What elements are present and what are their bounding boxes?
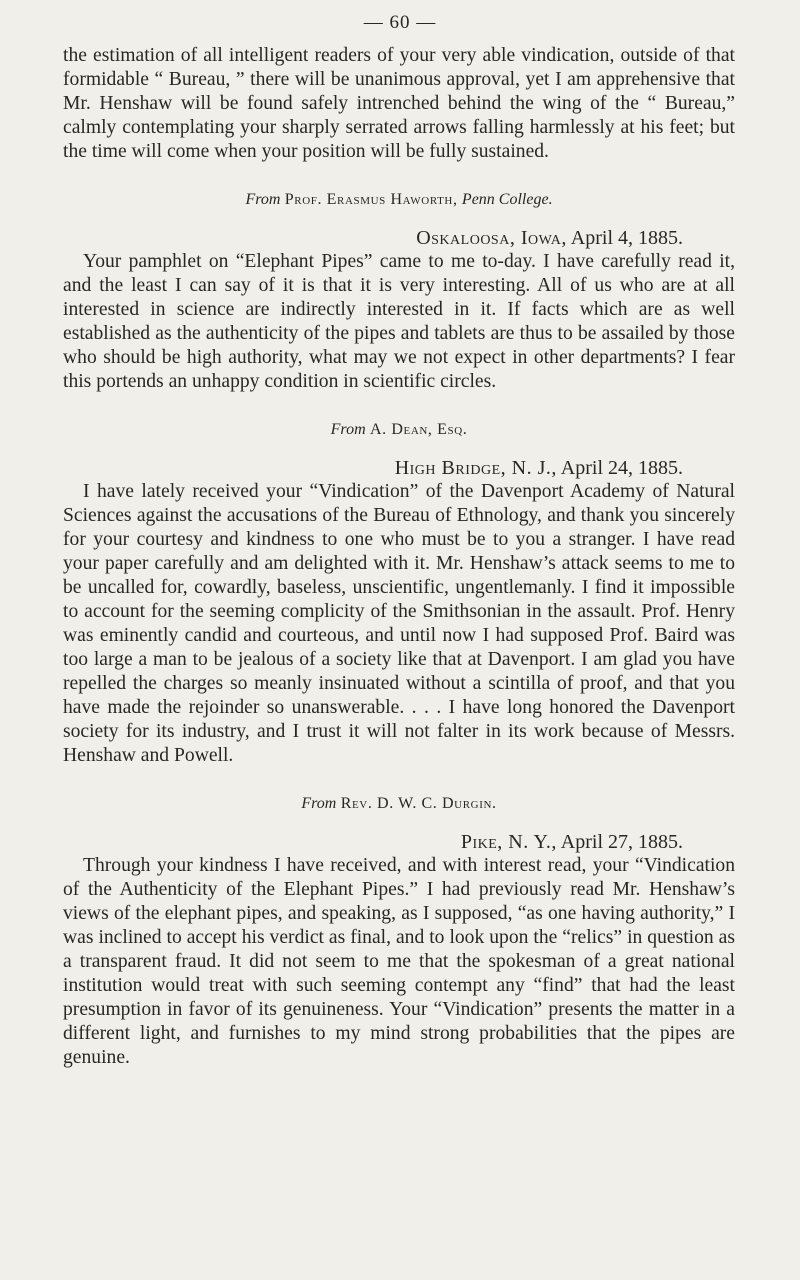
intro-paragraph: the estimation of all intelligent readers of your very able vindication, outside of that formidable “ Bureau, ” there will be unanimous approval, yet I am apprehensive that Mr. Henshaw will be found safely intrenched behind the wing of the “ Bureau,” calmly contemplating your sharply serrated arrows falling harmlessly at his feet; but the time will come when your position will be fully sustained. [63, 45, 735, 162]
heading-from: From [245, 191, 281, 208]
heading-name: Rev. D. W. C. Durgin. [340, 795, 497, 812]
page-body [63, 44, 735, 1070]
dateline-date: April 24, 1885. [560, 457, 683, 479]
page-number: — 60 — [363, 12, 437, 33]
dateline-place: High Bridge, N. J., [394, 457, 557, 479]
dateline-date: April 27, 1885. [560, 831, 683, 853]
dateline-place: Pike, N. Y., [460, 831, 557, 853]
letter-heading [63, 188, 735, 212]
heading-affiliation: Penn College. [461, 191, 553, 208]
letter-dateline [63, 456, 735, 480]
heading-from: From [330, 421, 366, 438]
heading-name: A. Dean, Esq. [369, 421, 468, 438]
heading-from: From [301, 795, 337, 812]
letter-dateline [63, 226, 735, 250]
letter-body: I have lately received your “Vindication” of the Davenport Academy of Natural Sciences against the accusations of the Bureau of Ethnology, and thank you sincerely for your courtesy and kindness to one who must be to you a stranger. I have read your paper carefully and am delighted with it. Mr. Henshaw’s attack seems to me to be uncalled for, cowardly, baseless, unscientific, ungentlemanly. I find it impossible to account for the seeming complicity of the Smithsonian in the assault. Prof. Henry was eminently candid and courteous, and until now I had supposed Prof. Baird was too large a man to be jealous of a society like that at Davenport. I am glad you have repelled the charges so meanly insinuated without a scintilla of proof, and that you have made the rejoinder so unanswerable. . . . I have long honored the Davenport society for its industry, and I trust it will not falter in its work because of Messrs. Henshaw and Powell. [63, 481, 735, 766]
dateline-place: Oskaloosa, Iowa, [416, 227, 567, 249]
letter-heading [63, 418, 735, 442]
letter-body: Your pamphlet on “Elephant Pipes” came to me to-day. I have carefully read it, and the least I can say of it is that it is very interesting. All of us who are at all interested in science are indirectly interested in it. If facts which are as well established as the authenticity of the pipes and tablets are thus to be assailed by those who should be high authority, what may we not expect in other departments? I fear this portends an unhappy condition in scientific circles. [63, 251, 735, 392]
letter-dateline [63, 830, 735, 854]
dateline-date: April 4, 1885. [570, 227, 683, 249]
heading-name: Prof. Erasmus Haworth, [284, 191, 458, 208]
letter-body: Through your kindness I have received, and with interest read, your “Vindication of the Authenticity of the Elephant Pipes.” I had previously read Mr. Henshaw’s views of the elephant pipes, and speaking, as I supposed, “as one having authority,” I was inclined to accept his verdict as final, and to look upon the “relics” in question as a transparent fraud. It did not seem to me that the spokesman of a great national institution would treat with such seeming contempt any “find” that had the least presumption in favor of its genuineness. Your “Vindication” presents the matter in a different light, and furnishes to my mind strong probabilities that the pipes are genuine. [63, 855, 735, 1068]
letter-heading [63, 792, 735, 816]
